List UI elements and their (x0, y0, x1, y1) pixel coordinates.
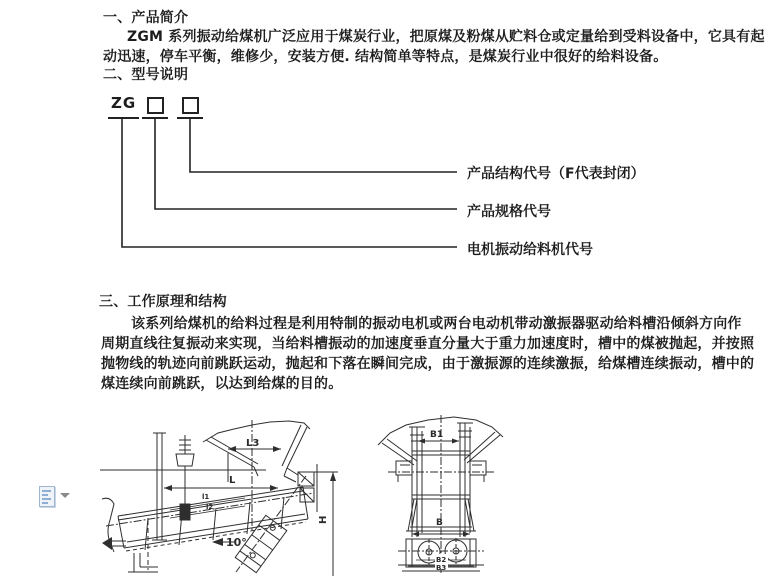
paragraph-line: 动迅速，停车平衡，维修少，安装方便. 结构简单等特点，是煤炭行业中很好的给料设备。 (103, 49, 668, 65)
label-structure-code: 产品结构代号（F代表封闭） (467, 166, 645, 182)
dim-label-b2: B2 (436, 556, 447, 564)
section1-heading: 一、产品简介 (103, 10, 189, 26)
paragraph-line: 抛物线的轨迹向前跳跃运动，抛起和下落在瞬间完成，由于激振源的连续激振，给煤槽连续振动，槽中的 (101, 356, 755, 372)
dim-label-b1: B1 (430, 430, 444, 440)
model-legend-connectors (100, 117, 680, 257)
object-anchor-control[interactable] (36, 484, 76, 510)
dim-label-l2: l2 (206, 503, 214, 511)
angle-label: 10° (226, 536, 247, 549)
dim-label-b3: B3 (436, 564, 447, 572)
side-view-drawing (100, 420, 345, 576)
chevron-down-icon[interactable] (60, 493, 70, 498)
dim-label-l1: l1 (202, 493, 210, 501)
section2-heading: 二、型号说明 (103, 67, 189, 83)
paragraph-line: 周期直线往复振动来实现，当给料槽振动的加速度垂直分量大于重力加速度时，槽中的煤被抛起，并按照 (101, 336, 755, 352)
paragraph-line: 煤连续向前跳跃，以达到给煤的目的。 (101, 376, 343, 392)
model-prefix: ZG (111, 94, 137, 112)
dim-label-l3: L3 (246, 438, 260, 449)
dim-label-h: H (318, 515, 329, 524)
label-feeder-code: 电机振动给料机代号 (467, 242, 593, 258)
paragraph-line: ZGM 系列振动给煤机广泛应用于煤炭行业，把原煤及粉煤从贮料仓或定量给到受料设备中，它具有起 (127, 29, 765, 45)
paragraph-line: 该系列给煤机的给料过程是利用特制的振动电机或两台电动机带动激振器驱动给料槽沿倾斜方向作 (131, 316, 742, 332)
label-spec-code: 产品规格代号 (467, 204, 551, 220)
model-spec-box (147, 97, 164, 114)
front-view-drawing (372, 415, 527, 576)
model-structure-box (182, 97, 199, 114)
document-icon[interactable] (39, 486, 55, 507)
section3-heading: 三、工作原理和结构 (99, 294, 227, 310)
dim-label-l: L (229, 475, 236, 486)
dim-label-b: B (436, 518, 443, 528)
